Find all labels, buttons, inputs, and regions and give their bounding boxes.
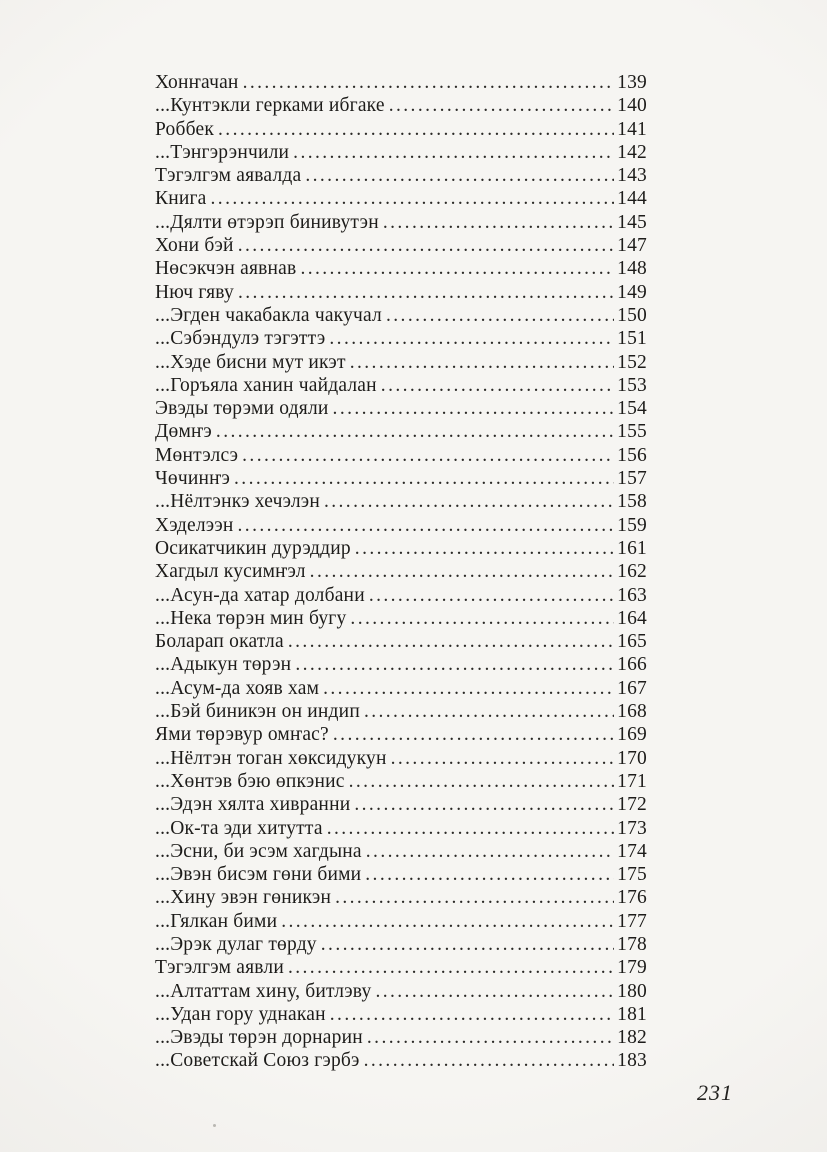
toc-entry — [155, 748, 647, 771]
toc-entry-page: 175 — [617, 864, 647, 886]
toc-entry-page: 169 — [617, 724, 647, 746]
toc-entry-page: 153 — [617, 374, 647, 396]
toc-entry-title: ...Эсни, би эсэм хагдына — [155, 840, 362, 862]
toc-entry-title: Нөсэкчэн аявнав — [155, 258, 297, 280]
dot-leader — [321, 934, 614, 954]
toc-entry — [155, 258, 647, 281]
dot-leader — [383, 212, 614, 232]
toc-entry — [155, 445, 647, 468]
toc-entry — [155, 515, 647, 538]
toc-entry-page: 155 — [617, 421, 647, 443]
toc-entry-title: Хонҥачан — [155, 72, 239, 93]
toc-entry-title: Боларап окатла — [155, 631, 284, 653]
dot-leader — [365, 864, 614, 884]
dot-leader — [354, 794, 614, 814]
dot-leader — [238, 235, 614, 255]
toc-entry-title: ...Советскай Союз гэрбэ — [155, 1050, 360, 1072]
toc-entry-title: Роббек — [155, 118, 215, 140]
toc-entry-title: ...Нёлтэн тоган хөксидукун — [155, 747, 387, 769]
toc-entry-title: Эвэды төрэми одяли — [155, 398, 329, 420]
dot-leader — [238, 515, 615, 535]
toc-entry-page: 145 — [617, 211, 647, 233]
toc-entry-page: 178 — [617, 933, 647, 955]
toc-entry-title: ...Сэбэндулэ тэгэттэ — [155, 328, 326, 350]
toc-entry-title: ...Эвэды төрэн дорнарин — [155, 1027, 363, 1049]
toc-entry-page: 176 — [617, 887, 647, 909]
scan-speckle — [213, 1124, 216, 1127]
toc-entry-page: 179 — [617, 957, 647, 979]
toc-entry-title: ...Хөнтэв бэю өпкэнис — [155, 770, 345, 792]
dot-leader — [288, 957, 614, 977]
toc-entry-title: ...Нёлтэнкэ хечэлэн — [155, 491, 320, 513]
toc-entry — [155, 328, 647, 351]
toc-entry — [155, 468, 647, 491]
dot-leader — [386, 305, 614, 325]
toc-entry-page: 157 — [617, 468, 647, 490]
toc-entry-page: 149 — [617, 281, 647, 303]
toc-entry — [155, 142, 647, 165]
toc-entry — [155, 72, 647, 95]
toc-entry-page: 140 — [617, 95, 647, 117]
toc-entry — [155, 538, 647, 561]
toc-entry-page: 165 — [617, 631, 647, 653]
toc-entry — [155, 841, 647, 864]
toc-entry-title: Осикатчикин дурэддир — [155, 537, 351, 559]
toc-entry-title: ...Нека төрэн мин бугу — [155, 607, 347, 629]
toc-entry-title: ...Ок-та эди хитутта — [155, 817, 323, 839]
toc-entry-title: Хагдыл кусимҥэл — [155, 561, 306, 583]
toc-entry-page: 148 — [617, 258, 647, 280]
toc-entry-title: ...Горъяла ханин чайдалан — [155, 374, 377, 396]
toc-entry-page: 143 — [617, 165, 647, 187]
toc-entry — [155, 654, 647, 677]
toc-entry — [155, 212, 647, 235]
toc-entry-title: ...Удан гору уднакан — [155, 1003, 326, 1025]
toc-entry — [155, 1004, 647, 1027]
toc-entry — [155, 631, 647, 654]
toc-entry-page: 161 — [617, 537, 647, 559]
toc-entry — [155, 981, 647, 1004]
dot-leader — [349, 771, 615, 791]
toc-entry-page: 182 — [617, 1027, 647, 1049]
toc-entry — [155, 95, 647, 118]
toc-entry — [155, 724, 647, 747]
dot-leader — [323, 678, 614, 698]
toc-entry — [155, 771, 647, 794]
dot-leader — [242, 445, 614, 465]
toc-entry-title: ...Адыкун төрэн — [155, 654, 292, 676]
toc-entry-page: 180 — [617, 980, 647, 1002]
toc-entry-title: Книга — [155, 188, 207, 210]
toc-entry — [155, 818, 647, 841]
toc-entry-page: 141 — [617, 118, 647, 140]
toc-entry-title: Дөмҥэ — [155, 421, 212, 443]
toc-entry-title: Тэгэлгэм аявли — [155, 957, 284, 979]
dot-leader — [366, 841, 614, 861]
toc-entry-title: ...Асум-да хояв хам — [155, 677, 320, 699]
dot-leader — [367, 1027, 614, 1047]
toc-entry-title: ...Хэде бисни мут икэт — [155, 351, 346, 373]
toc-entry — [155, 352, 647, 375]
toc-entry — [155, 119, 647, 142]
toc-entry — [155, 282, 647, 305]
dot-leader — [293, 142, 614, 162]
dot-leader — [369, 585, 614, 605]
table-of-contents — [155, 72, 647, 1074]
toc-entry — [155, 398, 647, 421]
toc-entry-title: Тэгэлгэм аявалда — [155, 165, 302, 187]
toc-entry — [155, 1027, 647, 1050]
toc-entry — [155, 421, 647, 444]
toc-entry-page: 159 — [617, 514, 647, 536]
toc-entry-title: ...Эвэн бисэм гөни бими — [155, 864, 362, 886]
dot-leader — [350, 352, 614, 372]
toc-entry-page: 139 — [617, 72, 647, 93]
dot-leader — [333, 724, 614, 744]
dot-leader — [364, 701, 614, 721]
toc-entry-page: 163 — [617, 584, 647, 606]
toc-entry — [155, 375, 647, 398]
toc-entry-title: ...Алтаттам хину, битлэву — [155, 980, 372, 1002]
toc-entry — [155, 188, 647, 211]
toc-entry-title: ...Хину эвэн гөникэн — [155, 887, 332, 909]
dot-leader — [330, 1004, 614, 1024]
dot-leader — [324, 491, 614, 511]
dot-leader — [355, 538, 614, 558]
toc-entry — [155, 561, 647, 584]
toc-entry-page: 168 — [617, 701, 647, 723]
dot-leader — [300, 258, 614, 278]
dot-leader — [216, 421, 614, 441]
toc-entry — [155, 305, 647, 328]
toc-entry-page: 158 — [617, 491, 647, 513]
toc-entry-page: 152 — [617, 351, 647, 373]
toc-entry-page: 167 — [617, 677, 647, 699]
toc-entry-page: 142 — [617, 141, 647, 163]
toc-entry — [155, 864, 647, 887]
toc-entry-page: 166 — [617, 654, 647, 676]
dot-leader — [238, 282, 614, 302]
toc-entry-page: 151 — [617, 328, 647, 350]
dot-leader — [333, 398, 615, 418]
toc-entry-title: Чөчинҥэ — [155, 468, 231, 490]
toc-entry — [155, 585, 647, 608]
toc-entry — [155, 1050, 647, 1073]
toc-entry-title: ...Гялкан бими — [155, 910, 278, 932]
dot-leader — [295, 654, 614, 674]
toc-entry-page: 144 — [617, 188, 647, 210]
toc-entry-title: ...Дялти өтэрэп бинивутэн — [155, 211, 379, 233]
toc-entry-page: 164 — [617, 607, 647, 629]
toc-entry-title: Хони бэй — [155, 235, 234, 257]
dot-leader — [305, 165, 614, 185]
toc-entry-title: Нюч гяву — [155, 281, 234, 303]
dot-leader — [329, 328, 614, 348]
toc-entry — [155, 608, 647, 631]
toc-entry — [155, 491, 647, 514]
toc-entry-page: 173 — [617, 817, 647, 839]
toc-entry-page: 156 — [617, 444, 647, 466]
toc-entry-page: 171 — [617, 770, 647, 792]
toc-entry-page: 172 — [617, 794, 647, 816]
toc-entry-title: ...Кунтэкли герками ибгаке — [155, 95, 385, 117]
dot-leader — [211, 188, 615, 208]
toc-entry — [155, 887, 647, 910]
dot-leader — [218, 119, 614, 139]
toc-entry-title: ...Асун-да хатар долбани — [155, 584, 365, 606]
toc-entry-title: Хэделээн — [155, 514, 234, 536]
dot-leader — [243, 72, 615, 92]
toc-entry — [155, 794, 647, 817]
dot-leader — [375, 981, 614, 1001]
dot-leader — [288, 631, 614, 651]
toc-entry-page: 183 — [617, 1050, 647, 1072]
toc-entry-page: 181 — [617, 1003, 647, 1025]
toc-entry-page: 154 — [617, 398, 647, 420]
toc-entry — [155, 957, 647, 980]
toc-entry-page: 147 — [617, 235, 647, 257]
toc-entry — [155, 911, 647, 934]
toc-entry-title: ...Тэнгэрэнчили — [155, 141, 290, 163]
toc-entry-title: ...Эдэн хялта хивранни — [155, 794, 351, 816]
dot-leader — [234, 468, 614, 488]
toc-entry — [155, 165, 647, 188]
toc-entry-page: 177 — [617, 910, 647, 932]
dot-leader — [335, 887, 614, 907]
toc-entry-title: Мөнтэлсэ — [155, 444, 239, 466]
dot-leader — [327, 818, 614, 838]
toc-entry-title: ...Эгден чакабакла чакучал — [155, 304, 382, 326]
dot-leader — [389, 95, 614, 115]
dot-leader — [350, 608, 614, 628]
dot-leader — [310, 561, 614, 581]
toc-entry-title: ...Эрэк дулаг төрду — [155, 933, 317, 955]
dot-leader — [281, 911, 614, 931]
toc-entry-page: 150 — [617, 304, 647, 326]
toc-entry-title: ...Бэй биникэн он индип — [155, 701, 360, 723]
dot-leader — [381, 375, 614, 395]
page-number: 231 — [697, 1080, 733, 1105]
toc-entry-page: 162 — [617, 561, 647, 583]
toc-entry — [155, 235, 647, 258]
toc-entry-page: 170 — [617, 747, 647, 769]
toc-entry-page: 174 — [617, 840, 647, 862]
toc-entry — [155, 678, 647, 701]
dot-leader — [364, 1050, 615, 1070]
dot-leader — [391, 748, 615, 768]
toc-entry — [155, 934, 647, 957]
toc-entry — [155, 701, 647, 724]
toc-entry-title: Ями төрэвур омҥас? — [155, 724, 329, 746]
